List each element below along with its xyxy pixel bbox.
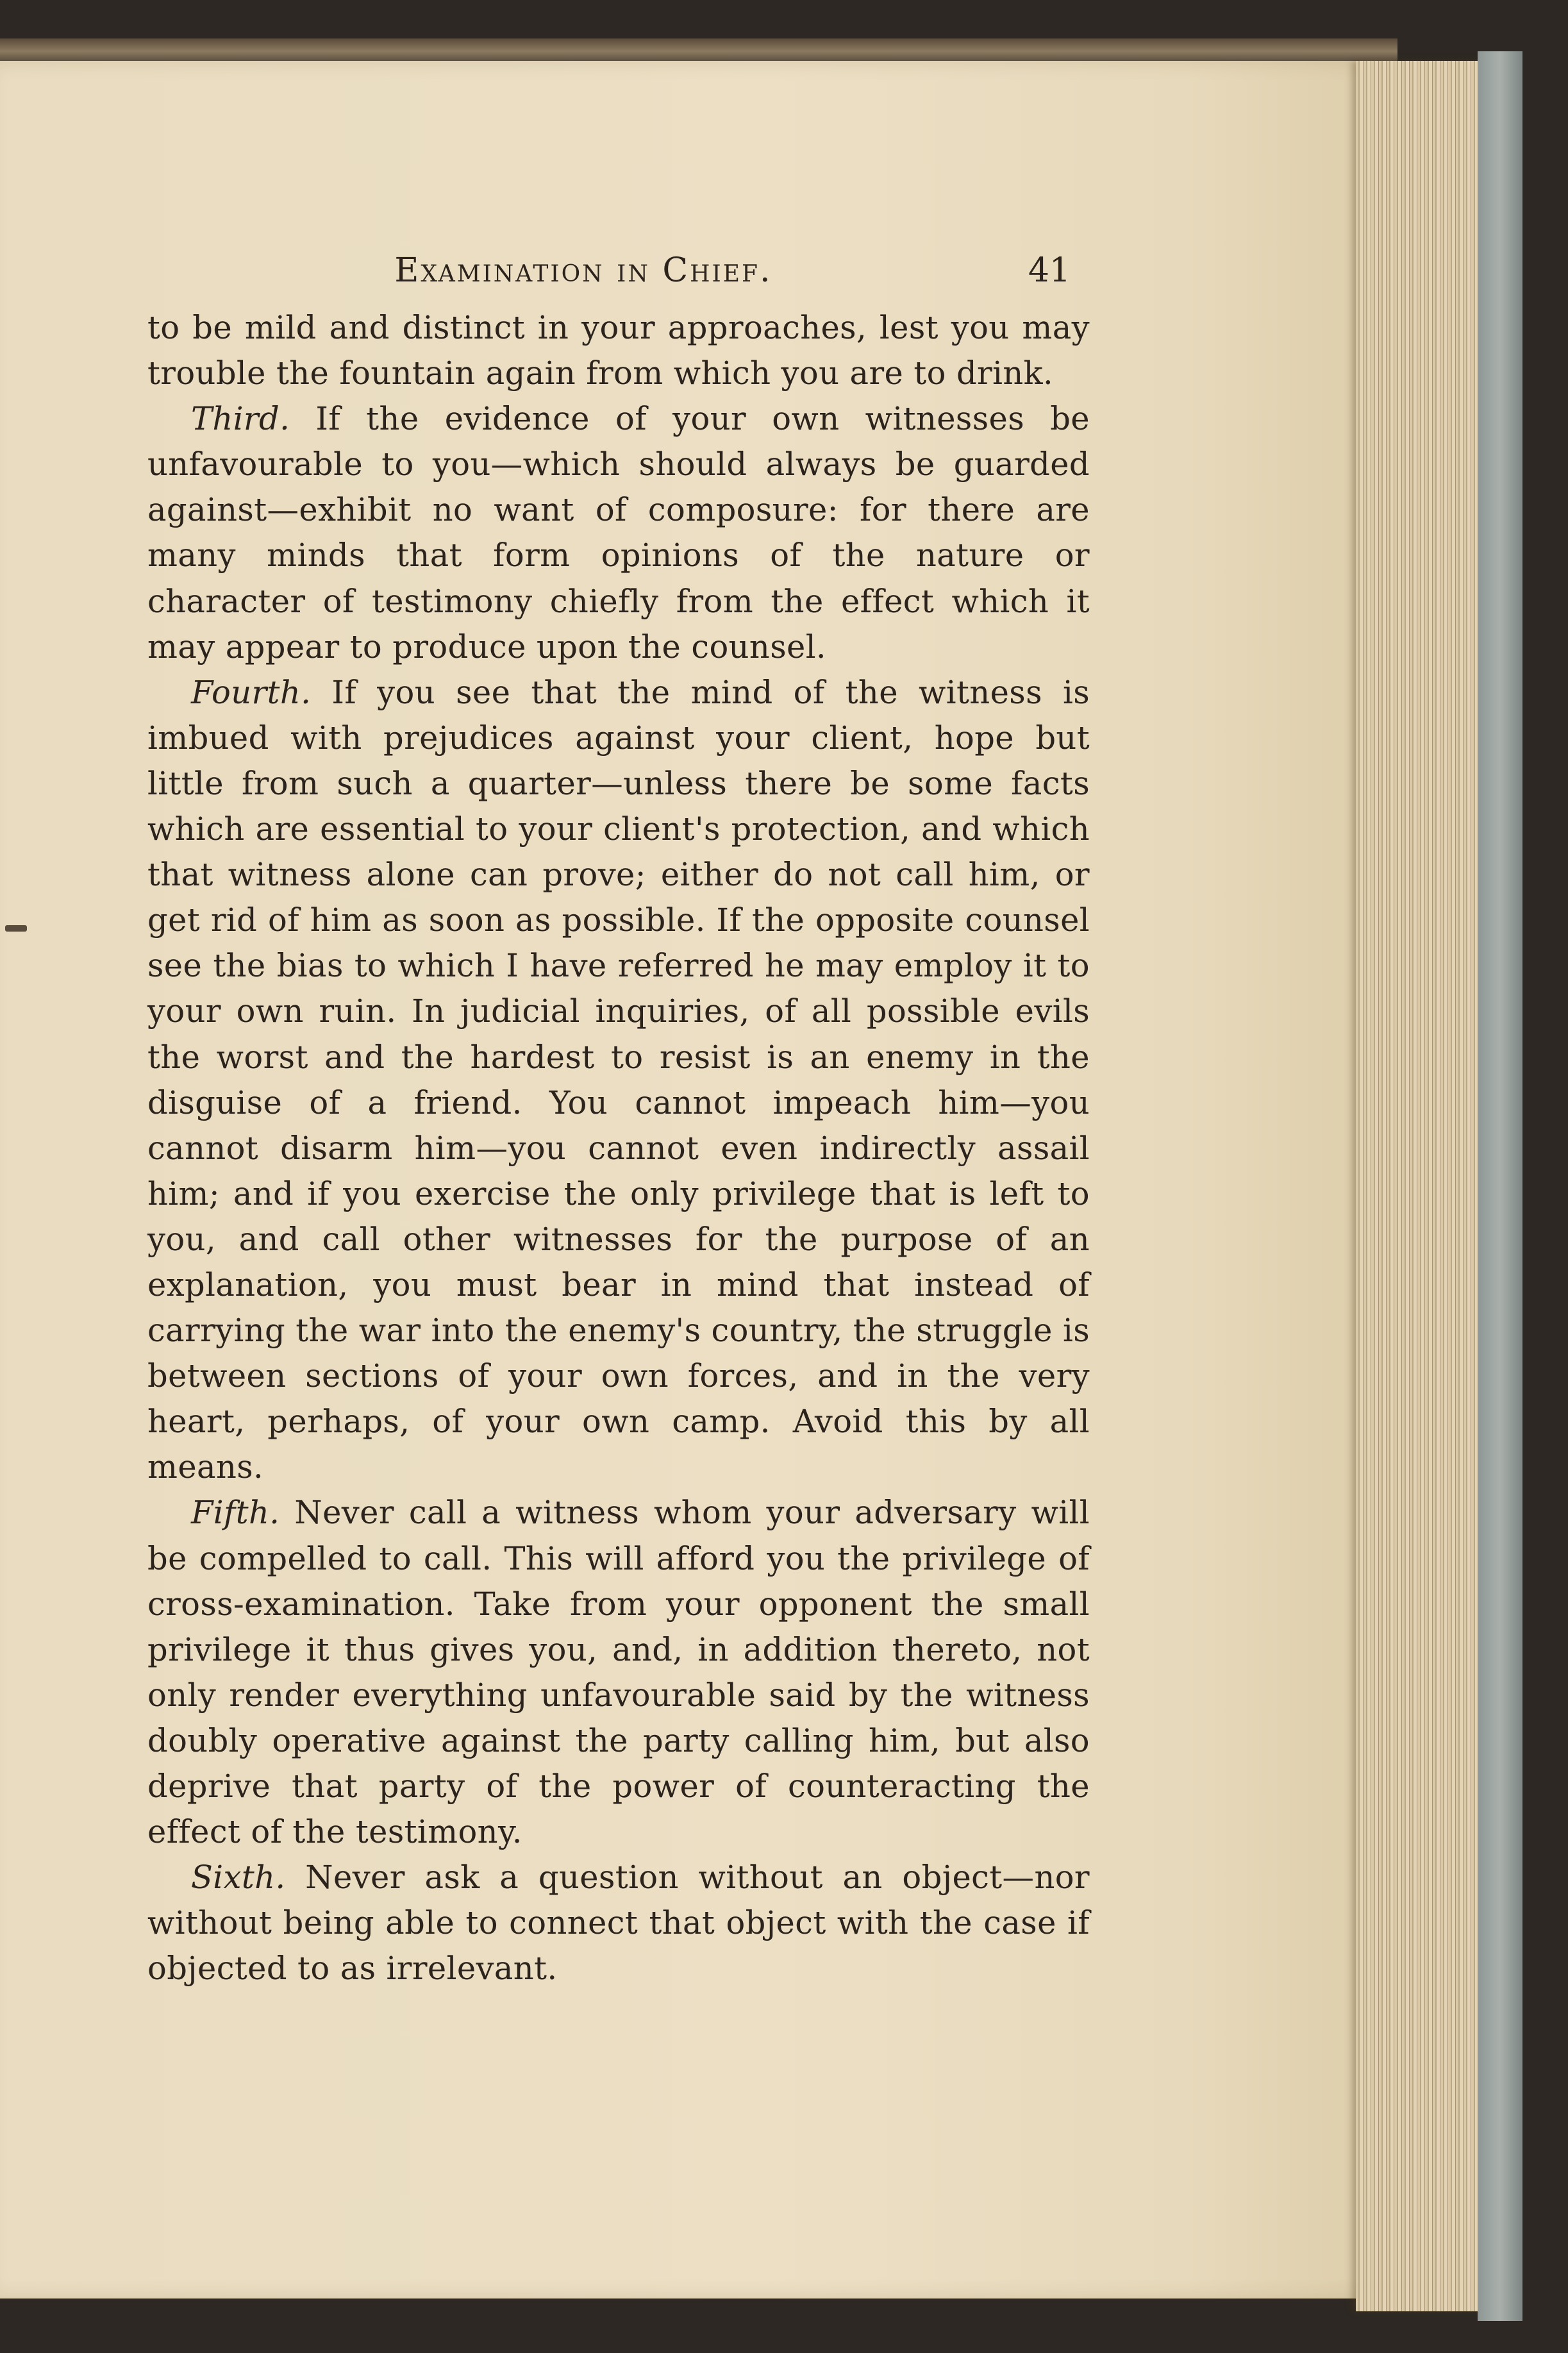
paragraph-text: If the evidence of your own witnesses be unfavourable to you—which should always be guarded against—exhibit no want of composure: for there are many minds that form opinions of the nature or character of testimony chiefly from the effect which it may appear to produce upon the counsel. (147, 400, 1090, 666)
book-cover-edge (1478, 51, 1522, 2321)
page-number: 41 (1028, 251, 1071, 290)
paragraph-third (147, 396, 1090, 670)
paragraph-continued (147, 305, 1090, 396)
paragraph-text: to be mild and distinct in your approaches, lest you may trouble the fountain again from which you are to drink. (147, 309, 1090, 392)
body-text (147, 305, 1090, 1991)
paragraph-text: Never ask a question without an object—nor without being able to connect that object with the case if objected to as irrelevant. (147, 1859, 1090, 1988)
running-title: Examination in Chief. (394, 251, 772, 290)
paragraph-lead-in: Fifth. (191, 1494, 280, 1532)
paragraph-fifth (147, 1490, 1090, 1855)
paragraph-fourth (147, 670, 1090, 1491)
margin-mark (5, 925, 27, 932)
paragraph-sixth (147, 1855, 1090, 1991)
text-block (147, 242, 1090, 1991)
paragraph-text: Never call a witness whom your adversary will be compelled to call. This will afford you the privilege of cross-examination. Take from your opponent the small privilege it thus gives you, and, in addition thereto, not only render everything unfavourable said by the witness doubly operative against the party calling him, but also deprive that party of the power of counteracting the effect of the testimony. (147, 1494, 1090, 1851)
running-head (147, 242, 1090, 294)
paragraph-lead-in: Fourth. (191, 673, 312, 711)
paragraph-text: If you see that the mind of the witness is imbued with prejudices against your client, hope but little from such a quarter—unless there be some facts which are essential to your client's protection, and which that witness alone can prove; either do not call him, or get rid of him as soon as possible. If the opposite counsel see the bias to which I have referred he may employ it to your own ruin. In judicial inquiries, of all possible evils the worst and the hardest to resist is an enemy in the disguise of a friend. You cannot impeach him—you cannot disarm him—you cannot even indirectly assail him; and if you exercise the only privilege that is left to you, and call other witnesses for the purpose of an explanation, you must bear in mind that instead of carrying the war into the enemy's country, the struggle is between sections of your own forces, and in the very heart, perhaps, of your own camp. Avoid this by all means. (147, 673, 1090, 1486)
paragraph-lead-in: Third. (191, 400, 290, 438)
paragraph-lead-in: Sixth. (191, 1859, 286, 1897)
